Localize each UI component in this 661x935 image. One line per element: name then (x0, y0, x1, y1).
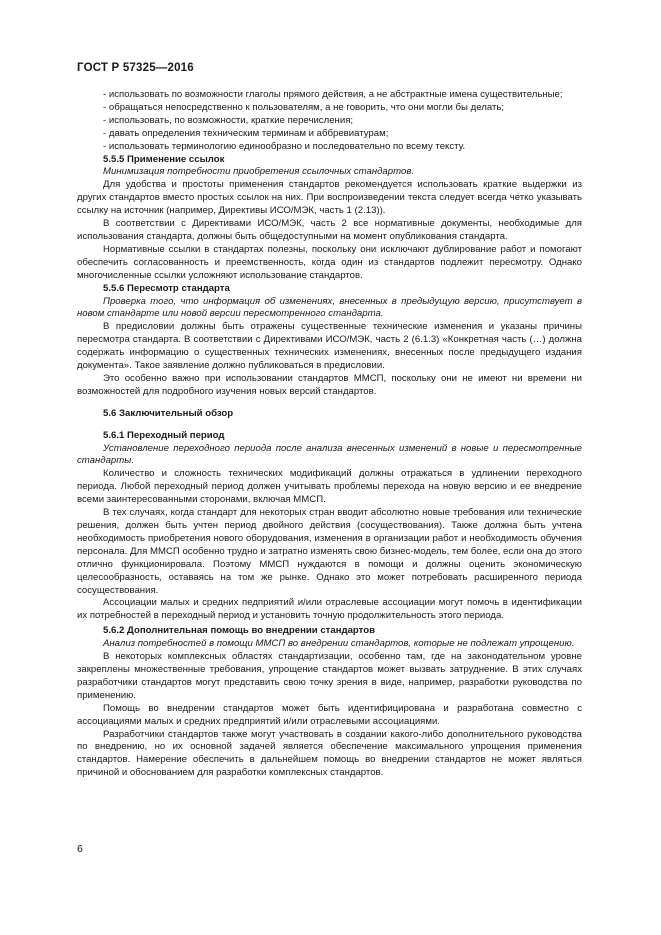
page-number: 6 (77, 843, 83, 855)
section-goal: Проверка того, что информация об изменениях, внесенных в предыдущую версию, присутствует в новом стандарте или новой версии пересмотренного стандарта. (77, 295, 582, 320)
list-item: - обращаться непосредственно к пользователям, а не говорить, что они могли бы делать; (103, 101, 505, 113)
section-heading: 5.5.6 Пересмотр стандарта (103, 282, 230, 294)
paragraph: В соответствии с Директивами ИСО/МЭК, часть 2 все нормативные документы, необходимые для использования стандарта, должны быть общедоступными на момент опубликования стандарта. (77, 218, 582, 242)
paragraph: Количество и сложность технических модификаций должны отражаться в удлинении переходного периода. Любой переходный период должен учитывать проблемы перехода на новую версию и ее внедрение всеми заинтересованными сторонами, включая ММСП. (77, 468, 582, 506)
list-item: - использовать, по возможности, краткие перечисления; (103, 114, 354, 126)
section-heading: 5.6.2 Дополнительная помощь во внедрении стандартов (103, 625, 375, 637)
paragraph: Для удобства и простоты применения стандартов рекомендуется использовать краткие выдержки из других стандартов вместо простых ссылок на них. При воспроизведении текста следует всегда четко указывать ссылку на источник (например, Директивы ИСО/МЭК, часть 1 (2.13)). (77, 179, 582, 217)
section-goal: Анализ потребностей в помощи ММСП во внедрении стандартов, которые не подлежат упрощению. (103, 638, 575, 650)
paragraph: В тех случаях, когда стандарт для некоторых стран вводит абсолютно новые требования или технические решения, должен быть учтен период двойного действия (сосуществования). Также должна быть учтена необходимость приобретения нового оборудования, изменения в организации работ и необходимость обучения персонала. Для ММСП особенно трудно и затратно изменять свою бизнес-модель, тем более, если она до этого отлично функционировала. Поэтому ММСП нуждаются в помощи и должны оценить экономическую целесообразность, оставаясь на том же рынке. Однако это может потребовать расширенного периода сосуществования. (77, 507, 582, 596)
paragraph: Помощь во внедрении стандартов может быть идентифицирована и разработана совместно с ассоциациями малых и средних предприятий и/или отраслевыми ассоциациями. (77, 702, 582, 727)
list-item: - использовать терминологию единообразно и последовательно по всему тексту. (103, 140, 466, 152)
list-item: - давать определения техническим терминам и аббревиатурам; (103, 127, 389, 139)
paragraph: Разработчики стандартов также могут участвовать в создании какого-либо дополнительного руководства по внедрению, но их основной задачей является обеспечение максимального упрощения применения стандартов. Намерение обеспечить в дальнейшем помощь во внедрении стандартов не может являться причиной и обоснованием для разработки комплексных стандартов. (77, 728, 582, 779)
paragraph: Нормативные ссылки в стандартах полезны, поскольку они исключают дублирование работ и помогают обеспечить согласованность и преемственность, когда один из стандартов подлежит пересмотру. Однако многочисленные ссылки усложняют использование стандартов. (77, 243, 582, 281)
list-item: - использовать по возможности глаголы прямого действия, а не абстрактные имена существительные; (103, 89, 563, 100)
paragraph: Это особенно важно при использовании стандартов ММСП, поскольку они не имеют ни времени ни возможностей для подробного изучения новых версий стандартов. (77, 372, 582, 397)
paragraph: В некоторых комплексных областях стандартизации, особенно там, где на законодательном уровне закреплены множественные требования, упрощение стандартов может вызвать затруднение. В этих случаях разработчики стандартов могут представить свою точку зрения в виде, например, разработки руководства по применению. (77, 651, 582, 701)
paragraph: Ассоциации малых и средних педприятий и/или отраслевые ассоциации могут помочь в идентификации их потребностей в переходный период и установить точную продолжительность этого периода. (77, 597, 582, 622)
paragraph: В предисловии должны быть отражены существенные технические изменения и указаны причины пересмотра стандарта. В соответствии с Директивами ИСО/МЭК, часть 2 (6.1.3) «Конкретная часть (…) должна содержать информацию о существенных технических изменениях, внесенных после предыдущего издания документа». Такое заявление должно публиковаться в предисловии. (77, 321, 582, 372)
document-body (77, 89, 582, 780)
section-heading: 5.6 Заключительный обзор (103, 407, 234, 419)
section-heading: 5.5.5 Применение ссылок (103, 153, 225, 165)
section-goal: Установление переходного периода после анализа внесенных изменений в новые и пересмотренные стандарты. (77, 442, 582, 467)
section-heading: 5.6.1 Переходный период (103, 429, 225, 441)
section-goal: Минимизация потребности приобретения ссылочных стандартов. (103, 166, 414, 178)
document-header: ГОСТ Р 57325—2016 (77, 62, 194, 74)
